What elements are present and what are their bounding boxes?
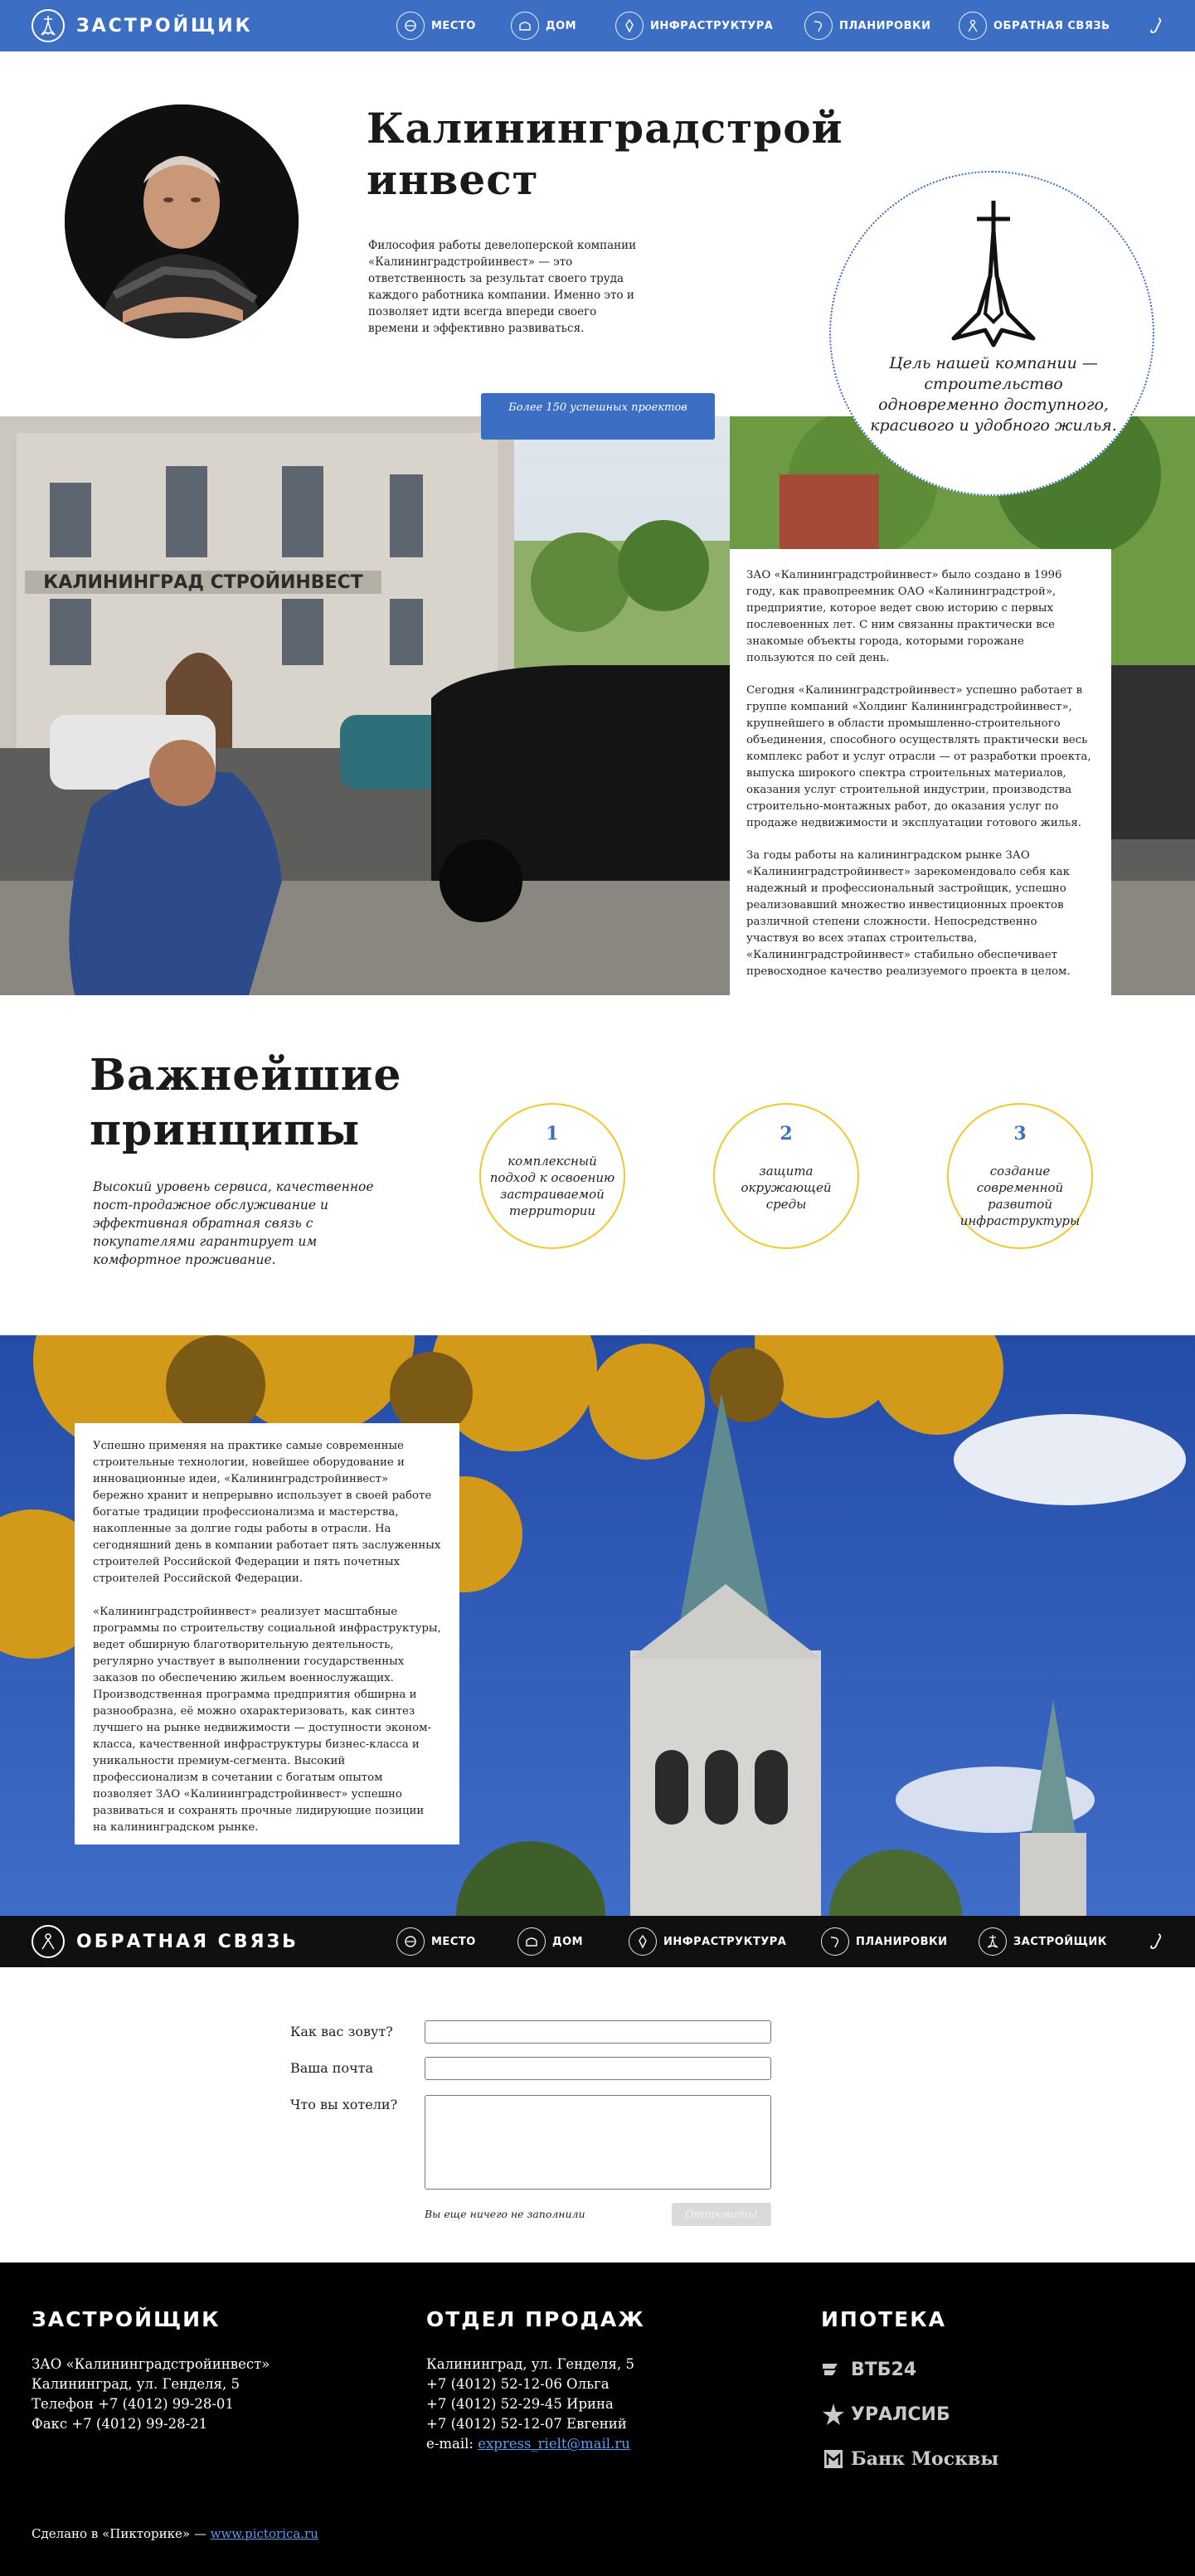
location-icon <box>396 1927 425 1956</box>
feedback-icon <box>959 12 987 40</box>
nav-item-house[interactable] <box>517 1927 583 1956</box>
phone-icon[interactable] <box>1149 17 1163 35</box>
vtb-icon <box>821 2357 846 2382</box>
footer-line: +7 (4012) 52-29-45 Ирина <box>426 2396 614 2412</box>
house-icon <box>511 12 539 40</box>
principle-item <box>479 1103 625 1249</box>
nav-item-infrastructure[interactable] <box>629 1927 786 1956</box>
history-paragraph: ЗАО «Калининградстройинвест» было создано в 1996 году, как правопреемник ОАО «Калининградстрой», предприятие, которое ведет свою историю с первых послевоенных лет. С ним связанны практически все знакомые объекты города, которыми горожане пользуются по сей день. <box>746 569 1062 664</box>
house-icon <box>517 1927 546 1956</box>
tradition-paragraph: «Калининградстройинвест» реализует масштабные программы по строительству социальной инфраструктуры, ведет обширную благотворительную деятельность, регулярно участвует в выполнении государственных заказов по обеспечению жильем военнослужащих. Производственная программа предприятия обширна и разнообразна, её можно охарактеризовать, как синтез лучшего на рынке недвижимости — доступности эконом-класса, качественной инфраструктуры бизнес-класса и уникальности премиум-сегмента. Высокий профессионализм в сочетании с богатым опытом позволяет ЗАО «Калининградстройинвест» успешно развиваться и сохранять прочные лидирующие позиции на калининградском рынке. <box>93 1606 441 1834</box>
goal-circle <box>829 171 1154 496</box>
company-title-line: инвест <box>367 155 539 204</box>
goal-text: Цель нашей компании — строительство одновременно доступного, красивого и удобного жилья. <box>870 354 1117 435</box>
uralsib-icon <box>821 2402 846 2427</box>
email-label: e-mail: <box>426 2436 478 2452</box>
message-field[interactable] <box>425 2095 771 2190</box>
principle-text: защита окружающей среды <box>741 1164 832 1212</box>
philosophy-text: Философия работы девелоперской компании «Калининградстройинвест» — это ответственность за результат своего труда каждого работника компании. Именно это и позволяет идти всегда впереди своего времени и эффективно развиваться. <box>368 239 637 335</box>
message-label: Что вы хотели? <box>290 2097 398 2112</box>
footer-developer-title: ЗАСТРОЙЩИК <box>32 2307 221 2331</box>
nav-item-label: ДОМ <box>546 19 577 32</box>
bank-name: Банк Москвы <box>851 2448 999 2470</box>
nav-item-label: ИНФРАСТРУКТУРА <box>650 19 774 32</box>
company-title <box>367 103 864 206</box>
footer-developer <box>32 2307 270 2434</box>
bank-logo-bank-moskvy[interactable] <box>821 2444 998 2474</box>
projects-badge: Более 150 успешных проектов <box>481 393 715 440</box>
bank-logo-uralsib[interactable] <box>821 2399 998 2429</box>
bank-logo-vtb24[interactable] <box>821 2355 998 2384</box>
bank-name: УРАЛСИБ <box>851 2403 950 2425</box>
feedback-navigation <box>0 1916 1195 1967</box>
footer <box>0 2263 1195 2576</box>
principle-number: 1 <box>546 1123 559 1145</box>
nav-item-place[interactable] <box>396 12 476 40</box>
form-status-note: Вы еще ничего не заполнили <box>425 2208 585 2220</box>
layout-icon <box>821 1927 849 1956</box>
nav-item-label: ПЛАНИРОВКИ <box>856 1935 948 1948</box>
footer-line: Факс +7 (4012) 99-28-21 <box>32 2416 208 2432</box>
principles-description: Высокий уровень сервиса, качественное пост-продажное обслуживание и эффективная обратная связь с покупателями гарантирует им комфортное проживание. <box>93 1179 374 1267</box>
history-paragraph: За годы работы на калининградском рынке ЗАО «Калининградстройинвест» зарекомендовало себя как надежный и профессиональный застройщик, успешно реализовавший множество инвестиционных проектов различной степени сложности. Непосредственно участвуя во всех этапах строительства, «Калининградстройинвест» стабильно обеспечивает превосходное качество реализуемого проекта в целом. <box>746 849 1071 978</box>
nav-item-house[interactable] <box>511 12 576 40</box>
footer-mortgage <box>821 2307 998 2489</box>
nav-item-label: ЗАСТРОЙЩИК <box>1013 1935 1107 1948</box>
nav-item-label: ИНФРАСТРУКТУРА <box>663 1935 787 1948</box>
footer-line: Калининград, ул. Генделя, 5 <box>32 2376 240 2392</box>
feedback-brand-title: ОБРАТНАЯ СВЯЗЬ <box>76 1931 299 1952</box>
location-icon <box>396 12 425 40</box>
nav-item-feedback[interactable] <box>959 12 1110 40</box>
top-navigation <box>0 0 1195 51</box>
layout-icon <box>804 12 833 40</box>
email-field[interactable] <box>425 2057 771 2080</box>
nav-item-label: ДОМ <box>552 1935 584 1948</box>
footer-line: Калининград, ул. Генделя, 5 <box>426 2356 634 2372</box>
nav-item-infrastructure[interactable] <box>615 12 773 40</box>
footer-email-line <box>426 2434 645 2454</box>
principle-text: комплексный подход к освоению застраиваемой территории <box>489 1154 615 1218</box>
company-title-line: Калининградстрой <box>367 104 843 153</box>
tower-logo-icon <box>979 1927 1007 1956</box>
infrastructure-icon <box>615 12 644 40</box>
footer-sales <box>426 2307 645 2454</box>
made-by <box>32 2526 318 2541</box>
tradition-paragraph: Успешно применяя на практике самые современные строительные технологии, новейшее оборудование и инновационные идеи, «Калининградстройинвест» бережно хранит и непрерывно использует в своей работе богатые традиции профессионализма и мастерства, накопленные за долгие годы работы в отрасли. На сегодняшний день в компании работает пять заслуженных строителей Российской Федерации и пять почетных строителей Российской Федерации. <box>93 1440 441 1585</box>
nav-item-label: ОБРАТНАЯ СВЯЗЬ <box>993 19 1110 32</box>
principle-text: создание современной развитой инфраструктуры <box>959 1164 1081 1228</box>
bank-name: ВТБ24 <box>851 2359 917 2380</box>
email-link[interactable]: express_rielt@mail.ru <box>478 2436 630 2452</box>
principle-number: 2 <box>780 1123 793 1145</box>
nav-item-place[interactable] <box>396 1927 476 1956</box>
footer-line: +7 (4012) 52-12-06 Ольга <box>426 2376 610 2392</box>
building-sign-text: КАЛИНИНГРАД СТРОЙИНВЕСТ <box>43 572 363 593</box>
email-label: Ваша почта <box>290 2060 374 2076</box>
footer-sales-title: ОТДЕЛ ПРОДАЖ <box>426 2307 645 2331</box>
phone-icon[interactable] <box>1149 1932 1163 1951</box>
infrastructure-icon <box>629 1927 657 1956</box>
principle-item <box>947 1103 1093 1249</box>
feedback-nav-bar <box>0 1916 1195 1967</box>
history-paragraph: Сегодня «Калининградстройинвест» успешно работает в группе компаний «Холдинг Калининградстройинвест», крупнейшего в области промышленно-строительного объединения, способного осуществлять практически весь комплекс работ и услуг отрасли — от разработки проекта, выпуска широкого спектра строительных материалов, оказания услуг строительной индустрии, производства строительно-монтажных работ, до оказания услуг по продаже недвижимости и эксплуатации готового жилья. <box>746 684 1091 829</box>
brand-title: ЗАСТРОЙЩИК <box>76 15 253 36</box>
nav-item-label: МЕСТО <box>431 1935 476 1948</box>
principle-number: 3 <box>1013 1123 1027 1145</box>
company-history-text <box>730 549 1111 995</box>
principles-title-line: принципы <box>90 1105 361 1155</box>
footer-line: ЗАО «Калининградстройинвест» <box>32 2356 270 2372</box>
principles-title <box>90 1048 438 1158</box>
tower-emblem-icon <box>945 197 1042 355</box>
footer-line: +7 (4012) 52-12-07 Евгений <box>426 2416 627 2432</box>
made-by-text: Сделано в «Пикторике» — <box>32 2526 211 2541</box>
name-label: Как вас зовут? <box>290 2024 393 2039</box>
footer-line: Телефон +7 (4012) 99-28-01 <box>32 2396 234 2412</box>
submit-button[interactable]: Отправить! <box>672 2203 771 2226</box>
nav-item-layouts[interactable] <box>821 1927 948 1956</box>
nav-item-label: МЕСТО <box>431 19 476 32</box>
name-field[interactable] <box>425 2020 771 2044</box>
nav-item-label: ПЛАНИРОВКИ <box>839 19 931 32</box>
tradition-text <box>75 1423 459 1845</box>
director-portrait-photo <box>65 104 299 338</box>
principle-item <box>713 1103 859 1249</box>
footer-mortgage-title: ИПОТЕКА <box>821 2307 947 2331</box>
nav-item-layouts[interactable] <box>804 12 931 40</box>
bank-moskvy-icon <box>821 2447 846 2472</box>
nav-item-developer[interactable] <box>979 1927 1107 1956</box>
made-by-link[interactable]: www.pictorica.ru <box>210 2526 318 2541</box>
principles-title-line: Важнейшие <box>90 1050 402 1101</box>
